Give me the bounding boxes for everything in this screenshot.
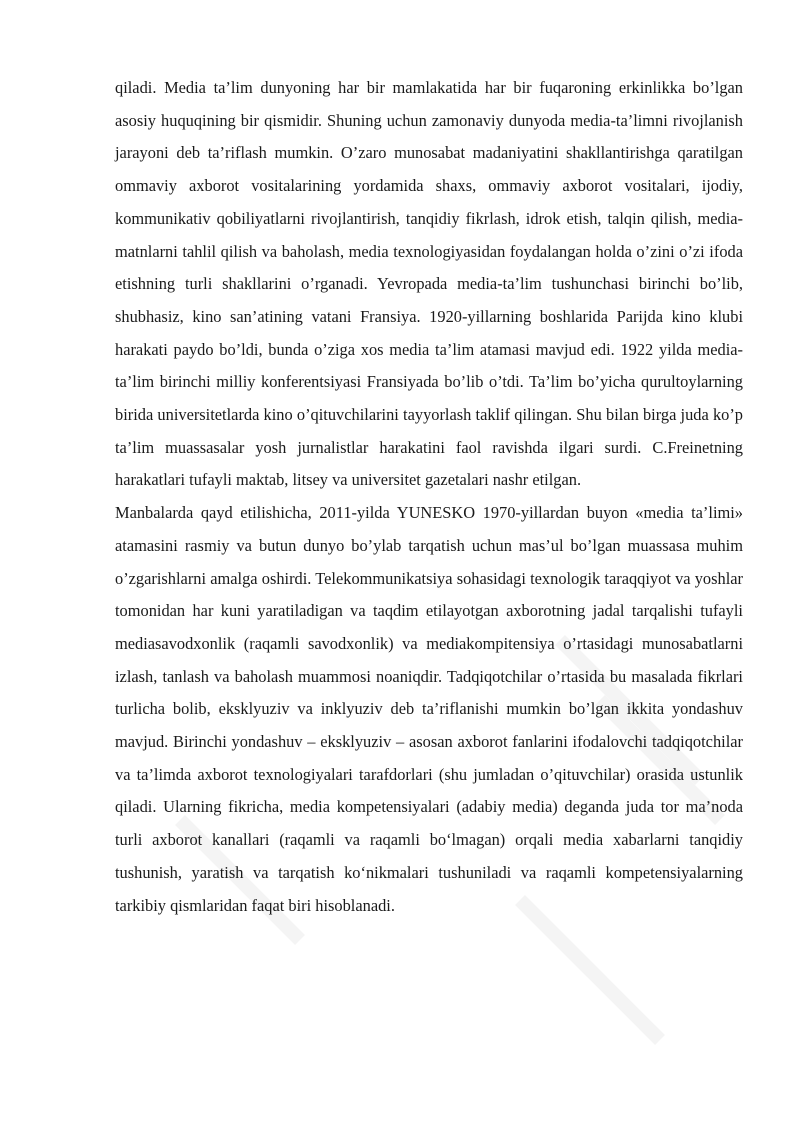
paragraph-1: qiladi. Media ta’lim dunyoning har bir mamlakatida har bir fuqaroning erkinlikka bo’lgan asosiy huquqining bir qismidir. Shuning uchun zamonaviy dunyoda media-ta’limni rivojlanish jarayoni deb ta’riflash mumkin. O’zaro munosabat madaniyatini shakllantirishga qaratilgan ommaviy axborot vositalarining yordamida shaxs, ommaviy axborot vositalari, ijodiy, kommunikativ qobiliyatlarni rivojlantirish, tanqidiy fikrlash, idrok etish, talqin qilish, media-matnlarni tahlil qilish va baholash, media texnologiyasidan foydalangan holda o’zini o’zi ifoda etishning turli shakllarini o’rganadi. Yevropada media-ta’lim tushunchasi birinchi bo’lib, shubhasiz, kino san’atining vatani Fransiya. 1920-yillarning boshlarida Parijda kino klubi harakati paydo bo’ldi, bunda o’ziga xos media ta’lim atamasi mavjud edi. 1922 yilda media-ta’lim birinchi milliy konferentsiyasi Fransiyada bo’lib o’tdi. Ta’lim bo’yicha qurultoylarning birida universitetlarda kino o’qituvchilarini tayyorlash taklif qilingan. Shu bilan birga juda ko’p ta’lim muassasalar yosh jurnalistlar harakatini faol ravishda ilgari surdi. C.Freinetning harakatlari tufayli maktab, litsey va universitet gazetalari nashr etilgan. (115, 78, 743, 490)
document-page (115, 72, 743, 922)
paragraph-2: Manbalarda qayd etilishicha, 2011-yilda YUNESKO 1970-yillardan buyon «media ta’limi» atamasini rasmiy va butun dunyo bo’ylab tarqatish uchun mas’ul bo’lgan muassasa muhim o’zgarishlarni amalga oshirdi. Telekommunikatsiya sohasidagi texnologik taraqqiyot va yoshlar tomonidan har kuni yaratiladigan va taqdim etilayotgan axborotning jadal tarqalishi tufayli mediasavodxonlik (raqamli savodxonlik) va mediakompitensiya o’rtasidagi munosabatlarni izlash, tanlash va baholash muammosi noaniqdir. Tadqiqotchilar o’rtasida bu masalada fikrlari turlicha bolib, eksklyuziv va inklyuziv deb ta’riflanishi mumkin bo’lgan ikkita yondashuv mavjud. Birinchi yondashuv – eksklyuziv – asosan axborot fanlarini ifodalovchi tadqiqotchilar va ta’limda axborot texnologiyalari tarafdorlari (shu jumladan o’qituvchilar) orasida ustunlik qiladi. Ularning fikricha, media kompetensiyalari (adabiy media) deganda juda tor ma’noda turli axborot kanallari (raqamli va raqamli bo‘lmagan) orqali media xabarlarni tanqidiy tushunish, yaratish va tarqatish ko‘nikmalari tushuniladi va raqamli kompetensiyalarning tarkibiy qismlaridan faqat biri hisoblanadi. (115, 503, 743, 915)
